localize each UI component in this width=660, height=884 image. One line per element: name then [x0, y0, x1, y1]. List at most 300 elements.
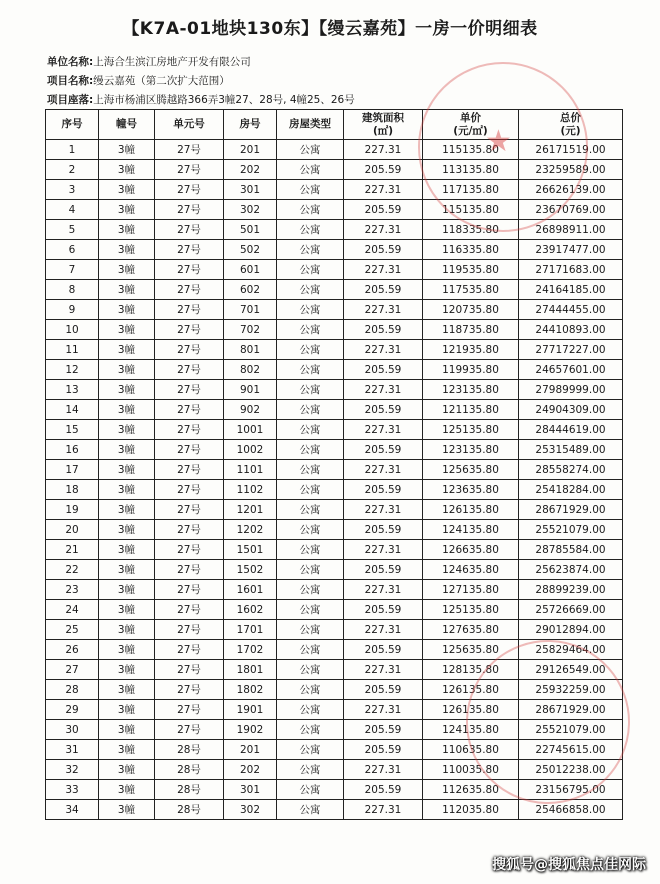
cell-unit: 27号	[155, 180, 224, 200]
cell-unit-price: 119535.80	[423, 260, 519, 280]
cell-unit-price: 126635.80	[423, 540, 519, 560]
cell-type: 公寓	[277, 420, 344, 440]
cell-area: 227.31	[344, 660, 423, 680]
info-company-value: 上海合生滨江房地产开发有限公司	[93, 56, 251, 68]
cell-room: 801	[224, 340, 277, 360]
cell-room: 1901	[224, 700, 277, 720]
cell-seq: 32	[46, 760, 99, 780]
cell-building: 3幢	[99, 320, 155, 340]
cell-room: 1001	[224, 420, 277, 440]
cell-type: 公寓	[277, 780, 344, 800]
cell-building: 3幢	[99, 740, 155, 760]
cell-total-price: 26171519.00	[519, 140, 623, 160]
document-title: 【K7A-01地块130东】【缦云嘉苑】一房一价明细表	[122, 19, 538, 39]
cell-room: 202	[224, 160, 277, 180]
header-seq: 序号	[46, 110, 99, 140]
cell-unit-price: 125635.80	[423, 460, 519, 480]
cell-unit-price: 125635.80	[423, 640, 519, 660]
table-row	[46, 800, 623, 820]
cell-seq: 30	[46, 720, 99, 740]
cell-total-price: 27989999.00	[519, 380, 623, 400]
cell-unit-price: 126135.80	[423, 700, 519, 720]
cell-building: 3幢	[99, 280, 155, 300]
table-row	[46, 760, 623, 780]
cell-unit: 28号	[155, 740, 224, 760]
cell-unit: 27号	[155, 220, 224, 240]
table-row	[46, 200, 623, 220]
cell-room: 702	[224, 320, 277, 340]
cell-unit: 27号	[155, 380, 224, 400]
table-row	[46, 440, 623, 460]
cell-building: 3幢	[99, 300, 155, 320]
cell-building: 3幢	[99, 540, 155, 560]
header-area: 建筑面积 (㎡)	[344, 110, 423, 140]
header-building: 幢号	[99, 110, 155, 140]
cell-unit-price: 121935.80	[423, 340, 519, 360]
cell-total-price: 22745615.00	[519, 740, 623, 760]
cell-room: 1501	[224, 540, 277, 560]
cell-total-price: 28671929.00	[519, 700, 623, 720]
cell-seq: 29	[46, 700, 99, 720]
cell-seq: 5	[46, 220, 99, 240]
cell-seq: 15	[46, 420, 99, 440]
cell-seq: 22	[46, 560, 99, 580]
cell-room: 1702	[224, 640, 277, 660]
cell-room: 502	[224, 240, 277, 260]
cell-type: 公寓	[277, 320, 344, 340]
cell-room: 1201	[224, 500, 277, 520]
cell-room: 302	[224, 800, 277, 820]
cell-type: 公寓	[277, 640, 344, 660]
cell-building: 3幢	[99, 720, 155, 740]
cell-building: 3幢	[99, 660, 155, 680]
cell-type: 公寓	[277, 400, 344, 420]
cell-type: 公寓	[277, 680, 344, 700]
cell-unit-price: 110635.80	[423, 740, 519, 760]
table-row	[46, 380, 623, 400]
cell-unit: 27号	[155, 440, 224, 460]
cell-type: 公寓	[277, 380, 344, 400]
table-row	[46, 140, 623, 160]
table-row	[46, 360, 623, 380]
cell-room: 601	[224, 260, 277, 280]
cell-area: 205.59	[344, 780, 423, 800]
cell-room: 501	[224, 220, 277, 240]
cell-building: 3幢	[99, 560, 155, 580]
cell-room: 602	[224, 280, 277, 300]
cell-type: 公寓	[277, 800, 344, 820]
cell-area: 227.31	[344, 540, 423, 560]
cell-total-price: 23259589.00	[519, 160, 623, 180]
cell-total-price: 25521079.00	[519, 720, 623, 740]
cell-unit: 27号	[155, 580, 224, 600]
cell-unit-price: 125135.80	[423, 420, 519, 440]
cell-unit: 27号	[155, 140, 224, 160]
cell-area: 227.31	[344, 700, 423, 720]
header-type: 房屋类型	[277, 110, 344, 140]
table-row	[46, 300, 623, 320]
cell-unit: 27号	[155, 660, 224, 680]
cell-total-price: 28785584.00	[519, 540, 623, 560]
cell-unit-price: 124135.80	[423, 720, 519, 740]
cell-unit: 27号	[155, 400, 224, 420]
cell-unit-price: 126135.80	[423, 500, 519, 520]
cell-total-price: 25466858.00	[519, 800, 623, 820]
cell-building: 3幢	[99, 200, 155, 220]
cell-seq: 7	[46, 260, 99, 280]
cell-unit-price: 115135.80	[423, 140, 519, 160]
cell-seq: 23	[46, 580, 99, 600]
cell-total-price: 29012894.00	[519, 620, 623, 640]
table-row	[46, 720, 623, 740]
table-row	[46, 580, 623, 600]
cell-unit: 27号	[155, 560, 224, 580]
cell-building: 3幢	[99, 680, 155, 700]
cell-unit-price: 125135.80	[423, 600, 519, 620]
cell-unit-price: 119935.80	[423, 360, 519, 380]
cell-type: 公寓	[277, 700, 344, 720]
cell-room: 1202	[224, 520, 277, 540]
cell-area: 227.31	[344, 140, 423, 160]
cell-unit: 27号	[155, 200, 224, 220]
header-unit: 单元号	[155, 110, 224, 140]
cell-unit-price: 112035.80	[423, 800, 519, 820]
cell-seq: 16	[46, 440, 99, 460]
cell-total-price: 25315489.00	[519, 440, 623, 460]
table-row	[46, 220, 623, 240]
cell-building: 3幢	[99, 220, 155, 240]
cell-building: 3幢	[99, 460, 155, 480]
cell-seq: 24	[46, 600, 99, 620]
cell-area: 227.31	[344, 420, 423, 440]
cell-building: 3幢	[99, 580, 155, 600]
cell-room: 1102	[224, 480, 277, 500]
cell-building: 3幢	[99, 180, 155, 200]
cell-total-price: 29126549.00	[519, 660, 623, 680]
table-row	[46, 780, 623, 800]
cell-total-price: 25012238.00	[519, 760, 623, 780]
price-table	[45, 109, 623, 820]
cell-total-price: 23917477.00	[519, 240, 623, 260]
table-row	[46, 740, 623, 760]
cell-area: 205.59	[344, 560, 423, 580]
cell-room: 1801	[224, 660, 277, 680]
cell-building: 3幢	[99, 340, 155, 360]
cell-room: 901	[224, 380, 277, 400]
table-row	[46, 480, 623, 500]
cell-unit: 27号	[155, 340, 224, 360]
cell-room: 1701	[224, 620, 277, 640]
table-row	[46, 680, 623, 700]
cell-area: 205.59	[344, 720, 423, 740]
cell-type: 公寓	[277, 460, 344, 480]
cell-seq: 11	[46, 340, 99, 360]
cell-type: 公寓	[277, 760, 344, 780]
cell-building: 3幢	[99, 360, 155, 380]
cell-unit-price: 112635.80	[423, 780, 519, 800]
cell-seq: 21	[46, 540, 99, 560]
cell-seq: 25	[46, 620, 99, 640]
cell-type: 公寓	[277, 620, 344, 640]
cell-unit: 27号	[155, 620, 224, 640]
cell-total-price: 24904309.00	[519, 400, 623, 420]
cell-area: 227.31	[344, 340, 423, 360]
cell-room: 1602	[224, 600, 277, 620]
cell-area: 205.59	[344, 400, 423, 420]
cell-type: 公寓	[277, 280, 344, 300]
info-company-label: 单位名称:	[47, 56, 94, 68]
header-unit-price: 单价 (元/㎡)	[423, 110, 519, 140]
info-location-label: 项目座落:	[47, 94, 94, 106]
header-room: 房号	[224, 110, 277, 140]
cell-building: 3幢	[99, 480, 155, 500]
cell-unit-price: 117135.80	[423, 180, 519, 200]
cell-total-price: 25521079.00	[519, 520, 623, 540]
table-row	[46, 240, 623, 260]
cell-area: 205.59	[344, 740, 423, 760]
cell-seq: 10	[46, 320, 99, 340]
cell-area: 227.31	[344, 800, 423, 820]
table-row	[46, 260, 623, 280]
cell-total-price: 25932259.00	[519, 680, 623, 700]
cell-total-price: 28558274.00	[519, 460, 623, 480]
cell-total-price: 24657601.00	[519, 360, 623, 380]
cell-building: 3幢	[99, 400, 155, 420]
cell-unit: 27号	[155, 280, 224, 300]
cell-room: 1902	[224, 720, 277, 740]
cell-seq: 4	[46, 200, 99, 220]
table-row	[46, 160, 623, 180]
cell-unit: 28号	[155, 800, 224, 820]
cell-area: 205.59	[344, 360, 423, 380]
cell-unit: 27号	[155, 520, 224, 540]
info-project	[47, 73, 230, 88]
cell-type: 公寓	[277, 260, 344, 280]
cell-area: 227.31	[344, 500, 423, 520]
cell-building: 3幢	[99, 380, 155, 400]
cell-room: 1502	[224, 560, 277, 580]
cell-unit: 27号	[155, 320, 224, 340]
cell-seq: 33	[46, 780, 99, 800]
table-row	[46, 460, 623, 480]
cell-unit: 27号	[155, 240, 224, 260]
cell-unit: 27号	[155, 160, 224, 180]
cell-unit: 27号	[155, 500, 224, 520]
cell-area: 205.59	[344, 600, 423, 620]
cell-seq: 28	[46, 680, 99, 700]
table-body	[46, 140, 623, 820]
cell-area: 205.59	[344, 680, 423, 700]
cell-seq: 8	[46, 280, 99, 300]
table-row	[46, 640, 623, 660]
cell-area: 227.31	[344, 380, 423, 400]
cell-building: 3幢	[99, 520, 155, 540]
cell-type: 公寓	[277, 140, 344, 160]
cell-type: 公寓	[277, 480, 344, 500]
cell-seq: 2	[46, 160, 99, 180]
cell-area: 227.31	[344, 300, 423, 320]
cell-unit: 27号	[155, 680, 224, 700]
cell-unit-price: 118335.80	[423, 220, 519, 240]
cell-building: 3幢	[99, 780, 155, 800]
table-row	[46, 520, 623, 540]
cell-building: 3幢	[99, 600, 155, 620]
cell-room: 1002	[224, 440, 277, 460]
cell-unit: 27号	[155, 600, 224, 620]
cell-type: 公寓	[277, 240, 344, 260]
cell-area: 205.59	[344, 240, 423, 260]
cell-area: 227.31	[344, 260, 423, 280]
table-row	[46, 560, 623, 580]
cell-room: 902	[224, 400, 277, 420]
cell-unit-price: 117535.80	[423, 280, 519, 300]
cell-building: 3幢	[99, 240, 155, 260]
table-row	[46, 620, 623, 640]
cell-unit: 27号	[155, 720, 224, 740]
seal-star-icon: ★	[485, 124, 512, 159]
cell-type: 公寓	[277, 440, 344, 460]
cell-type: 公寓	[277, 300, 344, 320]
cell-unit: 27号	[155, 260, 224, 280]
info-project-label: 项目名称:	[47, 75, 94, 87]
cell-unit-price: 124635.80	[423, 560, 519, 580]
cell-seq: 19	[46, 500, 99, 520]
cell-total-price: 25829464.00	[519, 640, 623, 660]
cell-total-price: 25726669.00	[519, 600, 623, 620]
table-row	[46, 420, 623, 440]
cell-unit-price: 126135.80	[423, 680, 519, 700]
cell-seq: 20	[46, 520, 99, 540]
cell-area: 227.31	[344, 620, 423, 640]
cell-seq: 1	[46, 140, 99, 160]
cell-unit: 27号	[155, 480, 224, 500]
table-row	[46, 400, 623, 420]
cell-building: 3幢	[99, 260, 155, 280]
table-row	[46, 340, 623, 360]
cell-total-price: 28444619.00	[519, 420, 623, 440]
cell-unit-price: 128135.80	[423, 660, 519, 680]
cell-seq: 18	[46, 480, 99, 500]
cell-unit: 27号	[155, 700, 224, 720]
info-location-value: 上海市杨浦区腾越路366弄3幢27、28号, 4幢25、26号	[93, 94, 355, 106]
header-total-price: 总价 (元)	[519, 110, 623, 140]
cell-total-price: 23670769.00	[519, 200, 623, 220]
cell-unit: 27号	[155, 360, 224, 380]
cell-unit: 28号	[155, 760, 224, 780]
cell-building: 3幢	[99, 700, 155, 720]
cell-type: 公寓	[277, 660, 344, 680]
cell-total-price: 27171683.00	[519, 260, 623, 280]
cell-area: 227.31	[344, 220, 423, 240]
cell-unit: 27号	[155, 640, 224, 660]
cell-building: 3幢	[99, 420, 155, 440]
cell-area: 205.59	[344, 320, 423, 340]
cell-room: 202	[224, 760, 277, 780]
cell-total-price: 24410893.00	[519, 320, 623, 340]
cell-unit-price: 127635.80	[423, 620, 519, 640]
cell-room: 301	[224, 180, 277, 200]
cell-area: 227.31	[344, 460, 423, 480]
table-header-row	[46, 110, 623, 140]
cell-area: 205.59	[344, 440, 423, 460]
cell-area: 205.59	[344, 640, 423, 660]
cell-area: 227.31	[344, 180, 423, 200]
table-row	[46, 660, 623, 680]
cell-unit-price: 113135.80	[423, 160, 519, 180]
cell-area: 227.31	[344, 580, 423, 600]
cell-seq: 27	[46, 660, 99, 680]
cell-seq: 6	[46, 240, 99, 260]
cell-total-price: 24164185.00	[519, 280, 623, 300]
cell-area: 205.59	[344, 200, 423, 220]
cell-type: 公寓	[277, 360, 344, 380]
cell-building: 3幢	[99, 160, 155, 180]
cell-seq: 3	[46, 180, 99, 200]
cell-total-price: 26898911.00	[519, 220, 623, 240]
cell-total-price: 27717227.00	[519, 340, 623, 360]
table-row	[46, 280, 623, 300]
cell-unit-price: 121135.80	[423, 400, 519, 420]
cell-room: 201	[224, 740, 277, 760]
cell-unit-price: 127135.80	[423, 580, 519, 600]
cell-type: 公寓	[277, 720, 344, 740]
cell-type: 公寓	[277, 340, 344, 360]
cell-building: 3幢	[99, 500, 155, 520]
cell-area: 227.31	[344, 760, 423, 780]
cell-unit-price: 118735.80	[423, 320, 519, 340]
cell-unit: 27号	[155, 300, 224, 320]
cell-unit-price: 123635.80	[423, 480, 519, 500]
table-row	[46, 180, 623, 200]
cell-building: 3幢	[99, 760, 155, 780]
cell-total-price: 25623874.00	[519, 560, 623, 580]
cell-room: 301	[224, 780, 277, 800]
cell-area: 205.59	[344, 160, 423, 180]
cell-type: 公寓	[277, 220, 344, 240]
info-company	[47, 54, 251, 69]
cell-seq: 9	[46, 300, 99, 320]
table-row	[46, 540, 623, 560]
info-location	[47, 92, 355, 107]
cell-unit-price: 123135.80	[423, 380, 519, 400]
cell-building: 3幢	[99, 800, 155, 820]
cell-type: 公寓	[277, 560, 344, 580]
cell-area: 205.59	[344, 480, 423, 500]
cell-type: 公寓	[277, 520, 344, 540]
table-row	[46, 500, 623, 520]
cell-seq: 14	[46, 400, 99, 420]
table-row	[46, 600, 623, 620]
cell-unit-price: 116335.80	[423, 240, 519, 260]
cell-building: 3幢	[99, 440, 155, 460]
cell-total-price: 28899239.00	[519, 580, 623, 600]
cell-seq: 34	[46, 800, 99, 820]
cell-total-price: 23156795.00	[519, 780, 623, 800]
cell-seq: 31	[46, 740, 99, 760]
cell-total-price: 27444455.00	[519, 300, 623, 320]
cell-unit: 27号	[155, 460, 224, 480]
cell-unit-price: 124135.80	[423, 520, 519, 540]
info-project-value: 缦云嘉苑（第二次扩大范围）	[93, 75, 230, 87]
table-row	[46, 320, 623, 340]
cell-area: 205.59	[344, 280, 423, 300]
cell-room: 802	[224, 360, 277, 380]
cell-room: 1101	[224, 460, 277, 480]
cell-unit-price: 110035.80	[423, 760, 519, 780]
cell-type: 公寓	[277, 540, 344, 560]
cell-type: 公寓	[277, 500, 344, 520]
cell-type: 公寓	[277, 600, 344, 620]
